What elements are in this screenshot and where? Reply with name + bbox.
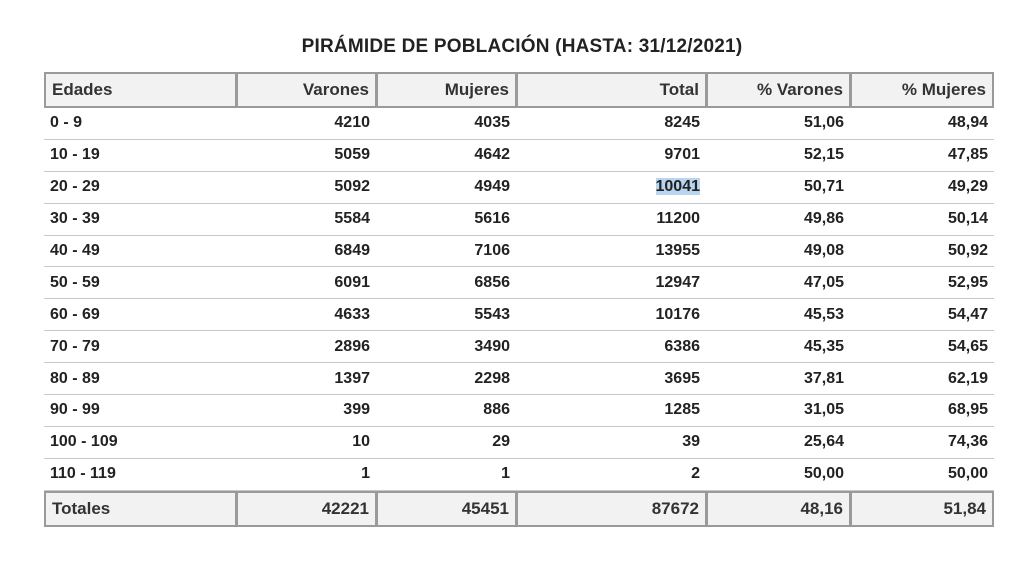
header-pct-mujeres: % Mujeres bbox=[850, 72, 994, 108]
cell-women: 6856 bbox=[376, 267, 516, 299]
cell-women: 29 bbox=[376, 427, 516, 459]
cell-pct-women: 48,94 bbox=[850, 108, 994, 140]
cell-pct-women: 49,29 bbox=[850, 172, 994, 204]
cell-pct-men: 49,08 bbox=[706, 236, 850, 268]
cell-pct-women: 54,47 bbox=[850, 299, 994, 331]
header-pct-varones: % Varones bbox=[706, 72, 850, 108]
cell-women: 3490 bbox=[376, 331, 516, 363]
table-header-row bbox=[44, 72, 994, 108]
table-row bbox=[44, 267, 994, 299]
cell-total: 10176 bbox=[516, 299, 706, 331]
cell-men: 6849 bbox=[236, 236, 376, 268]
cell-men: 1397 bbox=[236, 363, 376, 395]
totals-label: Totales bbox=[44, 491, 236, 527]
cell-men: 4633 bbox=[236, 299, 376, 331]
cell-women: 1 bbox=[376, 459, 516, 491]
cell-age: 50 - 59 bbox=[44, 267, 236, 299]
header-mujeres: Mujeres bbox=[376, 72, 516, 108]
cell-total bbox=[516, 172, 706, 204]
totals-women: 45451 bbox=[376, 491, 516, 527]
cell-pct-men: 52,15 bbox=[706, 140, 850, 172]
cell-women: 5616 bbox=[376, 204, 516, 236]
table-row bbox=[44, 236, 994, 268]
cell-total: 11200 bbox=[516, 204, 706, 236]
cell-pct-men: 45,53 bbox=[706, 299, 850, 331]
cell-pct-women: 47,85 bbox=[850, 140, 994, 172]
cell-men: 2896 bbox=[236, 331, 376, 363]
table-row bbox=[44, 172, 994, 204]
cell-women: 4035 bbox=[376, 108, 516, 140]
header-total: Total bbox=[516, 72, 706, 108]
page-title: PIRÁMIDE DE POBLACIÓN (HASTA: 31/12/2021) bbox=[301, 36, 743, 57]
cell-age: 20 - 29 bbox=[44, 172, 236, 204]
table-row bbox=[44, 459, 994, 491]
cell-pct-men: 25,64 bbox=[706, 427, 850, 459]
cell-men: 4210 bbox=[236, 108, 376, 140]
header-varones: Varones bbox=[236, 72, 376, 108]
cell-pct-men: 51,06 bbox=[706, 108, 850, 140]
cell-men: 10 bbox=[236, 427, 376, 459]
cell-age: 30 - 39 bbox=[44, 204, 236, 236]
cell-pct-men: 37,81 bbox=[706, 363, 850, 395]
cell-women: 886 bbox=[376, 395, 516, 427]
population-table bbox=[44, 72, 994, 527]
table-row bbox=[44, 331, 994, 363]
cell-total: 3695 bbox=[516, 363, 706, 395]
cell-age: 80 - 89 bbox=[44, 363, 236, 395]
table-row bbox=[44, 427, 994, 459]
cell-pct-men: 50,00 bbox=[706, 459, 850, 491]
cell-women: 5543 bbox=[376, 299, 516, 331]
selected-text-highlight[interactable]: 10041 bbox=[655, 178, 700, 196]
cell-age: 10 - 19 bbox=[44, 140, 236, 172]
cell-total: 6386 bbox=[516, 331, 706, 363]
totals-pct-men: 48,16 bbox=[706, 491, 850, 527]
header-edades: Edades bbox=[44, 72, 236, 108]
cell-total: 8245 bbox=[516, 108, 706, 140]
cell-total: 2 bbox=[516, 459, 706, 491]
totals-total: 87672 bbox=[516, 491, 706, 527]
cell-men: 1 bbox=[236, 459, 376, 491]
table-row bbox=[44, 140, 994, 172]
cell-pct-men: 47,05 bbox=[706, 267, 850, 299]
cell-women: 7106 bbox=[376, 236, 516, 268]
cell-pct-women: 62,19 bbox=[850, 363, 994, 395]
cell-women: 4949 bbox=[376, 172, 516, 204]
cell-age: 100 - 109 bbox=[44, 427, 236, 459]
cell-pct-men: 50,71 bbox=[706, 172, 850, 204]
cell-men: 5584 bbox=[236, 204, 376, 236]
cell-total: 39 bbox=[516, 427, 706, 459]
cell-pct-women: 54,65 bbox=[850, 331, 994, 363]
table-row bbox=[44, 395, 994, 427]
cell-age: 60 - 69 bbox=[44, 299, 236, 331]
cell-men: 5059 bbox=[236, 140, 376, 172]
cell-men: 399 bbox=[236, 395, 376, 427]
cell-men: 5092 bbox=[236, 172, 376, 204]
cell-age: 40 - 49 bbox=[44, 236, 236, 268]
table-row bbox=[44, 108, 994, 140]
table-row bbox=[44, 299, 994, 331]
table-row bbox=[44, 363, 994, 395]
cell-men: 6091 bbox=[236, 267, 376, 299]
cell-pct-women: 50,14 bbox=[850, 204, 994, 236]
cell-pct-women: 68,95 bbox=[850, 395, 994, 427]
table-row bbox=[44, 204, 994, 236]
cell-women: 4642 bbox=[376, 140, 516, 172]
cell-women: 2298 bbox=[376, 363, 516, 395]
cell-age: 0 - 9 bbox=[44, 108, 236, 140]
cell-total: 9701 bbox=[516, 140, 706, 172]
cell-age: 110 - 119 bbox=[44, 459, 236, 491]
cell-total: 12947 bbox=[516, 267, 706, 299]
cell-pct-women: 74,36 bbox=[850, 427, 994, 459]
totals-row bbox=[44, 491, 994, 527]
cell-total: 13955 bbox=[516, 236, 706, 268]
cell-pct-men: 45,35 bbox=[706, 331, 850, 363]
cell-pct-men: 49,86 bbox=[706, 204, 850, 236]
cell-total: 1285 bbox=[516, 395, 706, 427]
cell-pct-women: 50,00 bbox=[850, 459, 994, 491]
cell-pct-women: 52,95 bbox=[850, 267, 994, 299]
cell-age: 70 - 79 bbox=[44, 331, 236, 363]
cell-age: 90 - 99 bbox=[44, 395, 236, 427]
cell-pct-women: 50,92 bbox=[850, 236, 994, 268]
totals-pct-women: 51,84 bbox=[850, 491, 994, 527]
cell-pct-men: 31,05 bbox=[706, 395, 850, 427]
totals-men: 42221 bbox=[236, 491, 376, 527]
